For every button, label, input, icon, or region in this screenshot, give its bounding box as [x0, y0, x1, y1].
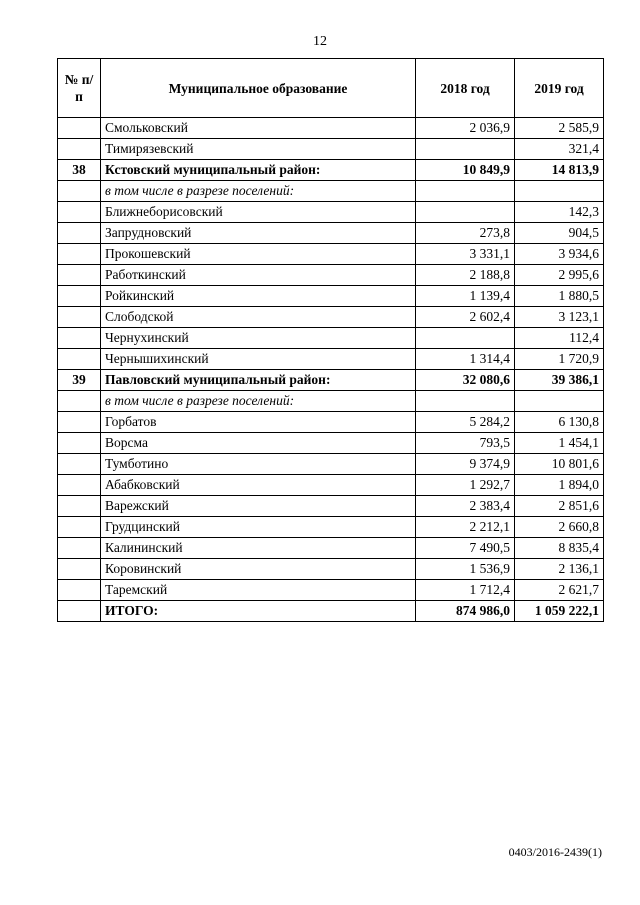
- table-row: [58, 223, 604, 244]
- value-2019: 142,3: [515, 202, 604, 223]
- table-row: [58, 244, 604, 265]
- row-number: [58, 601, 101, 622]
- value-2018: 1 712,4: [416, 580, 515, 601]
- value-2018: 32 080,6: [416, 370, 515, 391]
- value-2019: 1 454,1: [515, 433, 604, 454]
- row-name: Горбатов: [101, 412, 416, 433]
- row-number: 38: [58, 160, 101, 181]
- row-name: Смольковский: [101, 118, 416, 139]
- row-number: [58, 265, 101, 286]
- subheading-row: [58, 181, 604, 202]
- row-number: [58, 349, 101, 370]
- value-2018: 793,5: [416, 433, 515, 454]
- value-2018: [416, 202, 515, 223]
- row-number: [58, 307, 101, 328]
- table-header-row: [58, 59, 604, 118]
- row-name: Ворсма: [101, 433, 416, 454]
- table-row: [58, 538, 604, 559]
- table-row: [58, 517, 604, 538]
- row-number: [58, 244, 101, 265]
- row-number: 39: [58, 370, 101, 391]
- row-name: Коровинский: [101, 559, 416, 580]
- value-2019: 2 136,1: [515, 559, 604, 580]
- district-row: [58, 370, 604, 391]
- value-2018: 874 986,0: [416, 601, 515, 622]
- row-number: [58, 328, 101, 349]
- value-2018: [416, 139, 515, 160]
- row-number: [58, 475, 101, 496]
- value-2019: 904,5: [515, 223, 604, 244]
- row-number: [58, 391, 101, 412]
- page-number: 12: [313, 34, 327, 49]
- row-name: ИТОГО:: [101, 601, 416, 622]
- row-name: Запрудновский: [101, 223, 416, 244]
- value-2018: [416, 181, 515, 202]
- table-row: [58, 265, 604, 286]
- row-name: в том числе в разрезе поселений:: [101, 391, 416, 412]
- value-2018: 9 374,9: [416, 454, 515, 475]
- value-2018: [416, 328, 515, 349]
- row-number: [58, 454, 101, 475]
- row-number: [58, 181, 101, 202]
- value-2018: 2 383,4: [416, 496, 515, 517]
- table-row: [58, 286, 604, 307]
- value-2018: [416, 391, 515, 412]
- row-number: [58, 202, 101, 223]
- row-name: Слободской: [101, 307, 416, 328]
- value-2019: [515, 391, 604, 412]
- row-name: Прокошевский: [101, 244, 416, 265]
- value-2019: 2 660,8: [515, 517, 604, 538]
- value-2018: 2 212,1: [416, 517, 515, 538]
- row-name: Варежский: [101, 496, 416, 517]
- total-row: [58, 601, 604, 622]
- district-row: [58, 160, 604, 181]
- table-row: [58, 475, 604, 496]
- row-name: Тумботино: [101, 454, 416, 475]
- document-code: 0403/2016-2439(1): [508, 845, 602, 859]
- row-number: [58, 580, 101, 601]
- header-2019: 2019 год: [515, 59, 604, 118]
- value-2019: 3 123,1: [515, 307, 604, 328]
- value-2019: 2 851,6: [515, 496, 604, 517]
- table-row: [58, 496, 604, 517]
- header-name: Муниципальное образование: [101, 59, 416, 118]
- value-2018: 1 139,4: [416, 286, 515, 307]
- value-2019: 6 130,8: [515, 412, 604, 433]
- value-2019: 321,4: [515, 139, 604, 160]
- table-row: [58, 349, 604, 370]
- row-name: Таремский: [101, 580, 416, 601]
- value-2019: 1 720,9: [515, 349, 604, 370]
- table-row: [58, 328, 604, 349]
- value-2019: 2 585,9: [515, 118, 604, 139]
- value-2018: 7 490,5: [416, 538, 515, 559]
- table-row: [58, 454, 604, 475]
- value-2018: 10 849,9: [416, 160, 515, 181]
- value-2019: 3 934,6: [515, 244, 604, 265]
- value-2019: 112,4: [515, 328, 604, 349]
- row-name: в том числе в разрезе поселений:: [101, 181, 416, 202]
- value-2018: 1 292,7: [416, 475, 515, 496]
- value-2019: 8 835,4: [515, 538, 604, 559]
- row-name: Ближнеборисовский: [101, 202, 416, 223]
- value-2019: 1 880,5: [515, 286, 604, 307]
- row-number: [58, 118, 101, 139]
- value-2019: 2 621,7: [515, 580, 604, 601]
- value-2018: 273,8: [416, 223, 515, 244]
- row-number: [58, 496, 101, 517]
- value-2018: 1 314,4: [416, 349, 515, 370]
- row-number: [58, 538, 101, 559]
- row-name: Грудцинский: [101, 517, 416, 538]
- value-2018: 5 284,2: [416, 412, 515, 433]
- value-2019: 39 386,1: [515, 370, 604, 391]
- value-2018: 3 331,1: [416, 244, 515, 265]
- table-body: [58, 118, 604, 622]
- table-row: [58, 139, 604, 160]
- table-row: [58, 118, 604, 139]
- table-row: [58, 307, 604, 328]
- row-number: [58, 223, 101, 244]
- value-2019: 1 894,0: [515, 475, 604, 496]
- value-2019: 1 059 222,1: [515, 601, 604, 622]
- row-name: Кстовский муниципальный район:: [101, 160, 416, 181]
- value-2019: 2 995,6: [515, 265, 604, 286]
- value-2018: 1 536,9: [416, 559, 515, 580]
- subheading-row: [58, 391, 604, 412]
- row-name: Чернухинский: [101, 328, 416, 349]
- header-num: № п/п: [58, 59, 101, 118]
- table-row: [58, 412, 604, 433]
- value-2019: 10 801,6: [515, 454, 604, 475]
- table-row: [58, 202, 604, 223]
- row-number: [58, 559, 101, 580]
- value-2019: 14 813,9: [515, 160, 604, 181]
- row-name: Павловский муниципальный район:: [101, 370, 416, 391]
- row-name: Ройкинский: [101, 286, 416, 307]
- table-row: [58, 580, 604, 601]
- row-name: Чернышихинский: [101, 349, 416, 370]
- value-2018: 2 602,4: [416, 307, 515, 328]
- row-name: Работкинский: [101, 265, 416, 286]
- value-2018: 2 188,8: [416, 265, 515, 286]
- table-row: [58, 559, 604, 580]
- budget-table: [57, 58, 604, 622]
- table-row: [58, 433, 604, 454]
- header-2018: 2018 год: [416, 59, 515, 118]
- row-name: Абабковский: [101, 475, 416, 496]
- row-number: [58, 517, 101, 538]
- row-name: Калининский: [101, 538, 416, 559]
- row-number: [58, 433, 101, 454]
- value-2018: 2 036,9: [416, 118, 515, 139]
- row-number: [58, 412, 101, 433]
- row-name: Тимирязевский: [101, 139, 416, 160]
- row-number: [58, 139, 101, 160]
- value-2019: [515, 181, 604, 202]
- row-number: [58, 286, 101, 307]
